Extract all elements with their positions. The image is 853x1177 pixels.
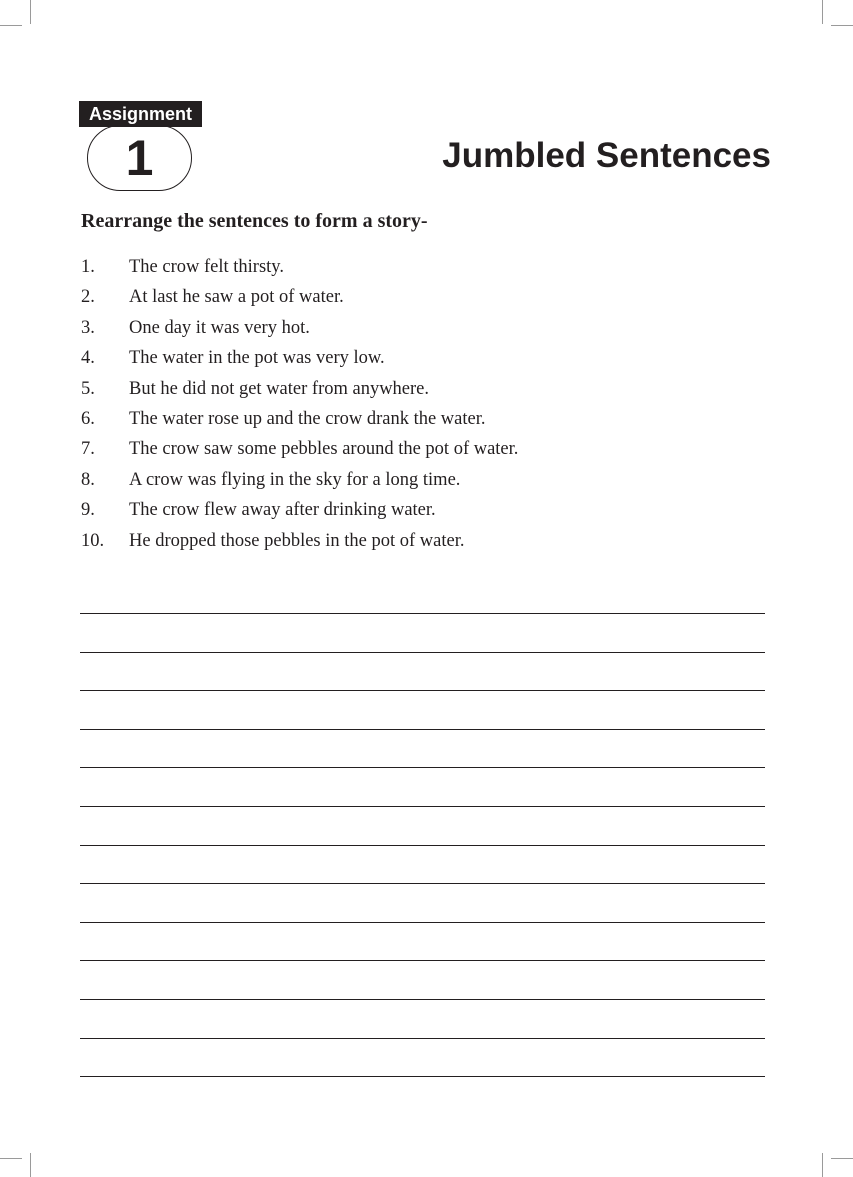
answer-line[interactable] (80, 845, 765, 846)
item-text: At last he saw a pot of water. (129, 287, 344, 308)
sentence-list (81, 252, 518, 556)
crop-mark (0, 1158, 22, 1159)
list-item (81, 313, 518, 343)
item-number: 3. (81, 317, 95, 338)
answer-line[interactable] (80, 690, 765, 691)
answer-line[interactable] (80, 806, 765, 807)
answer-line[interactable] (80, 652, 765, 653)
item-number: 6. (81, 408, 95, 429)
answer-line[interactable] (80, 883, 765, 884)
answer-line[interactable] (80, 729, 765, 730)
item-number: 7. (81, 439, 95, 460)
item-number: 4. (81, 348, 95, 369)
crop-mark (0, 25, 22, 26)
answer-line[interactable] (80, 613, 765, 614)
item-number: 5. (81, 378, 95, 399)
crop-mark (822, 1153, 823, 1177)
item-text: One day it was very hot. (129, 317, 310, 338)
list-item (81, 404, 518, 434)
list-item (81, 252, 518, 282)
item-text: The water in the pot was very low. (129, 348, 385, 369)
item-text: A crow was flying in the sky for a long time. (129, 469, 461, 490)
list-item (81, 374, 518, 404)
answer-lines (80, 613, 765, 1115)
list-item (81, 526, 518, 556)
answer-line[interactable] (80, 922, 765, 923)
answer-line[interactable] (80, 767, 765, 768)
item-number: 8. (81, 469, 95, 490)
item-text: The crow felt thirsty. (129, 257, 284, 277)
answer-line[interactable] (80, 999, 765, 1000)
item-number: 2. (81, 287, 95, 308)
page-title: Jumbled Sentences (442, 136, 771, 175)
list-item (81, 465, 518, 495)
item-number: 9. (81, 500, 95, 521)
item-number: 1. (81, 257, 95, 277)
crop-mark (30, 1153, 31, 1177)
item-text: But he did not get water from anywhere. (129, 378, 430, 399)
item-text: The crow flew away after drinking water. (129, 500, 436, 521)
assignment-label: Assignment (79, 101, 202, 127)
crop-mark (831, 25, 853, 26)
crop-mark (822, 0, 823, 24)
item-number: 10. (81, 530, 105, 551)
answer-line[interactable] (80, 1076, 765, 1077)
list-item (81, 282, 518, 312)
item-text: He dropped those pebbles in the pot of water. (129, 530, 465, 551)
answer-line[interactable] (80, 960, 765, 961)
answer-line[interactable] (80, 1038, 765, 1039)
item-text: The crow saw some pebbles around the pot of water. (129, 439, 519, 460)
crop-mark (831, 1158, 853, 1159)
list-item (81, 434, 518, 464)
list-item (81, 343, 518, 373)
instruction-text: Rearrange the sentences to form a story- (81, 210, 428, 232)
list-item (81, 495, 518, 525)
crop-mark (30, 0, 31, 24)
assignment-number: 1 (87, 125, 192, 191)
item-text: The water rose up and the crow drank the water. (129, 408, 486, 429)
